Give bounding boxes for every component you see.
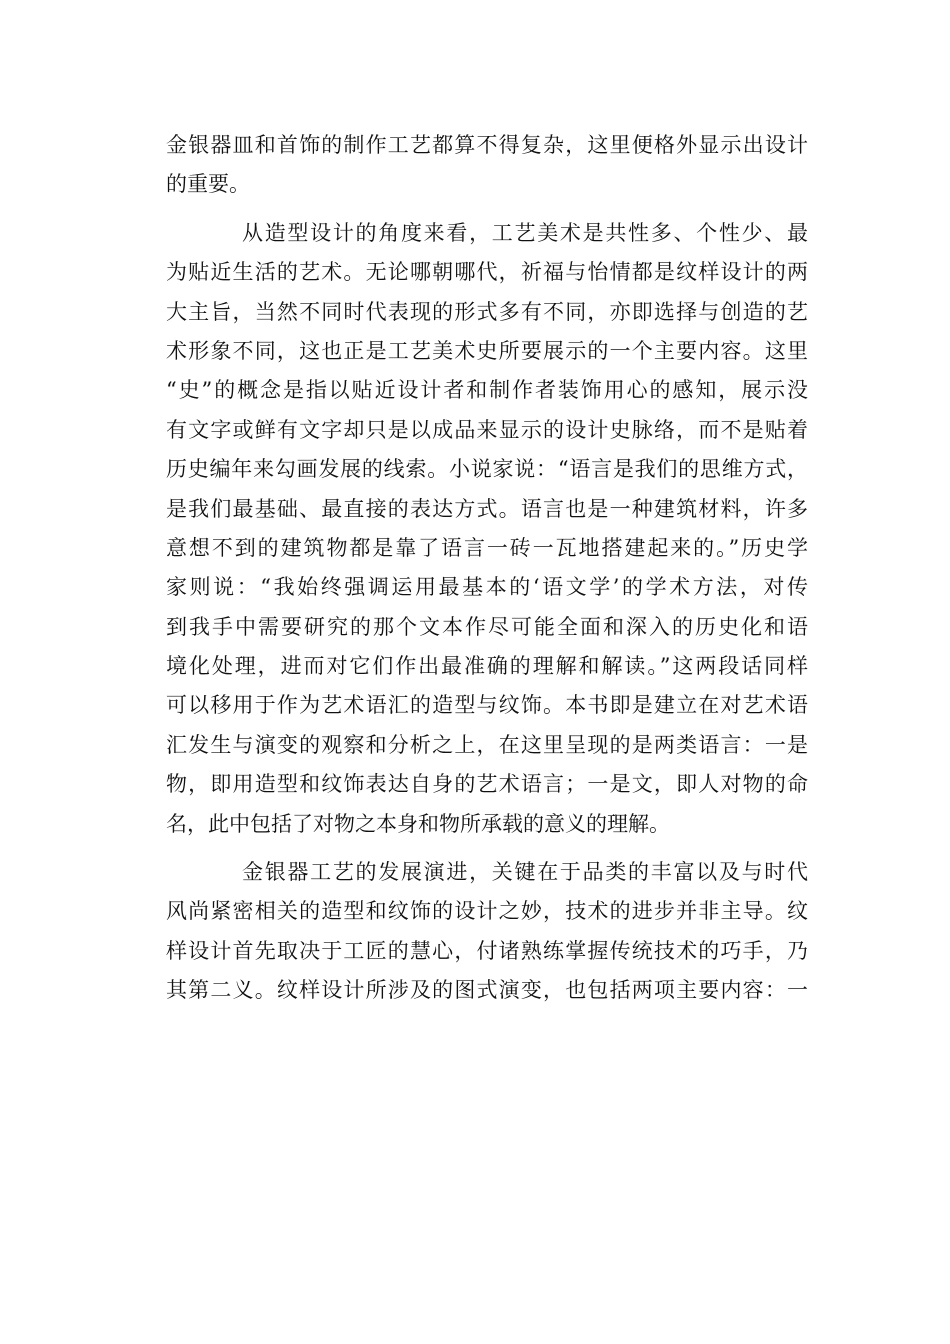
text-line: 到我手中需要研究的那个文本作尽可能全面和深入的历史化和语 — [166, 614, 808, 639]
text-line: 历史编年来勾画发展的线索。小说家说：“语言是我们的思维方式， — [166, 457, 808, 482]
text-line: 样设计首先取决于工匠的慧心，付诸熟练掌握传统技术的巧手，乃 — [166, 938, 808, 963]
text-line: “史”的概念是指以贴近设计者和制作者装饰用心的感知，展示没 — [166, 378, 808, 403]
paragraph-gap — [166, 205, 808, 214]
text-line: 为贴近生活的艺术。无论哪朝哪代，祈福与怡情都是纹样设计的两 — [166, 260, 808, 285]
text-line: 是我们最基础、最直接的表达方式。语言也是一种建筑材料，许多 — [166, 496, 808, 521]
text-line: 境化处理，进而对它们作出最准确的理解和解读。”这两段话同样 — [166, 654, 808, 679]
text-line: 可以移用于作为艺术语汇的造型与纹饰。本书即是建立在对艺术语 — [166, 693, 808, 718]
text-line: 汇发生与演变的观察和分析之上，在这里呈现的是两类语言：一是 — [166, 732, 808, 757]
text-line: 金银器工艺的发展演进，关键在于品类的丰富以及与时代 — [242, 860, 808, 885]
text-line: 风尚紧密相关的造型和纹饰的设计之妙，技术的进步并非主导。纹 — [166, 899, 808, 924]
text-line: 术形象不同，这也正是工艺美术史所要展示的一个主要内容。这里 — [166, 338, 808, 363]
text-line: 大主旨，当然不同时代表现的形式多有不同，亦即选择与创造的艺 — [166, 299, 808, 324]
text-line: 意想不到的建筑物都是靠了语言一砖一瓦地搭建起来的。”历史学 — [166, 535, 808, 560]
text-line: 有文字或鲜有文字却只是以成品来显示的设计史脉络，而不是贴着 — [166, 417, 808, 442]
text-line: 其第二义。纹样设计所涉及的图式演变，也包括两项主要内容：一 — [166, 978, 808, 1003]
paragraph-2 — [166, 214, 808, 844]
text-line: 物，即用造型和纹饰表达自身的艺术语言；一是文，即人对物的命 — [166, 772, 808, 797]
text-line: 的重要。 — [166, 172, 250, 197]
paragraph-1 — [166, 126, 808, 205]
text-line: 从造型设计的角度来看，工艺美术是共性多、个性少、最 — [242, 220, 808, 245]
text-line: 金银器皿和首饰的制作工艺都算不得复杂，这里便格外显示出设计 — [166, 133, 808, 157]
text-line: 家则说：“我始终强调运用最基本的‘语文学’的学术方法，对传 — [166, 575, 808, 600]
paragraph-3 — [166, 853, 808, 1011]
body-text — [166, 126, 808, 1011]
text-line: 名，此中包括了对物之本身和物所承载的意义的理解。 — [166, 811, 670, 836]
paragraph-gap — [166, 844, 808, 853]
